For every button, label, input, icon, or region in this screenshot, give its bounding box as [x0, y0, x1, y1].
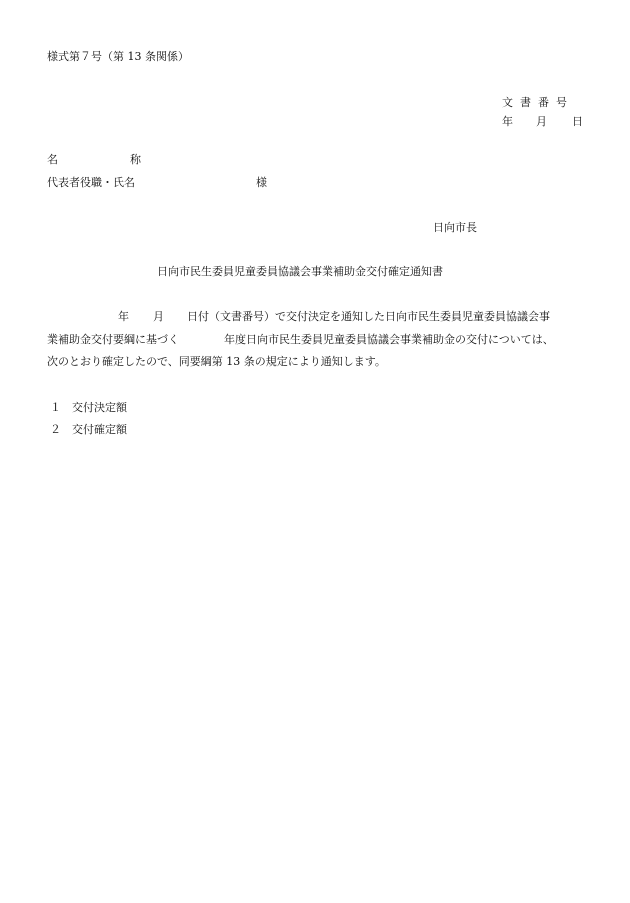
form-number: 様式第７号（第 13 条関係） — [47, 50, 189, 63]
list-item — [50, 424, 127, 435]
representative-label: 代表者役職・氏名 — [47, 176, 135, 189]
body-line-1-text: 日付（文書番号）で交付決定を通知した日向市民生委員児童委員協議会事 — [187, 310, 550, 323]
recipient-name-label-2: 称 — [130, 153, 141, 166]
document-title: 日向市民生委員児童委員協議会事業補助金交付確定通知書 — [157, 265, 443, 278]
item-label: 交付決定額 — [72, 401, 127, 414]
item-label: 交付確定額 — [72, 423, 127, 436]
body-line-2 — [47, 334, 554, 345]
date-day-label: 日 — [572, 115, 583, 128]
item-number: １ — [50, 401, 61, 414]
body-line-1 — [47, 311, 550, 322]
list-item — [50, 402, 127, 413]
item-number: ２ — [50, 423, 61, 436]
honorific: 様 — [256, 176, 267, 189]
date-year-label: 年 — [502, 115, 513, 128]
body-month-label: 月 — [153, 310, 164, 323]
body-line-2-text: 年度日向市民生委員児童委員協議会事業補助金の交付については、 — [224, 333, 554, 346]
issuer: 日向市長 — [433, 221, 477, 234]
body-line-2-prefix: 業補助金交付要綱に基づく — [47, 333, 179, 346]
body-line-3: 次のとおり確定したので、同要綱第 13 条の規定により通知します。 — [47, 355, 386, 368]
document-number-label: 文書番号 — [502, 96, 574, 109]
date-month-label: 月 — [536, 115, 547, 128]
body-year-label: 年 — [118, 310, 129, 323]
recipient-name-label-1: 名 — [47, 153, 58, 166]
